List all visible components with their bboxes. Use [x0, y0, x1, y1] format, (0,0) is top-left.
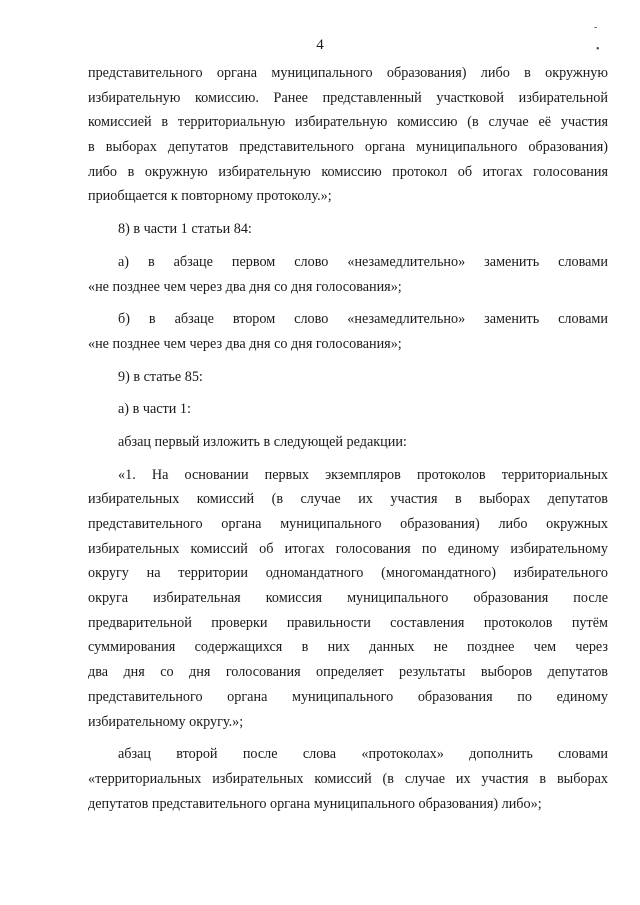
text-line: комиссией в территориальную избирательную комиссию (в случае её участия: [88, 114, 608, 131]
text-line: абзац второй после слова «протоколах» дополнить словами: [118, 746, 608, 763]
text-line: два дня со дня голосования определяет результаты выборов депутатов: [88, 664, 608, 681]
text-line: либо в окружную избирательную комиссию протокол об итогах голосования: [88, 163, 608, 180]
clause-heading: а) в части 1:: [118, 401, 191, 418]
text-line: «территориальных избирательных комиссий (в случае их участия в выборах: [88, 770, 608, 787]
text-line: «не позднее чем через два дня со дня голосования»;: [88, 278, 402, 295]
text-line: «1. На основании первых экземпляров протоколов территориальных: [118, 466, 608, 483]
text-line: приобщается к повторному протоколу.»;: [88, 188, 332, 205]
text-line: представительного органа муниципального образования) либо в окружную: [88, 65, 608, 81]
text-line: а) в абзаце первом слово «незамедлительно» заменить словами: [118, 253, 608, 270]
text-line: абзац первый изложить в следующей редакции:: [118, 433, 407, 450]
text-line: суммирования содержащихся в них данных не позднее чем через: [88, 639, 608, 656]
text-line: избирательную комиссию. Ранее представленный участковой избирательной: [88, 89, 608, 106]
document-body: [88, 61, 608, 816]
text-line: предварительной проверки правильности составления протоколов путём: [88, 614, 608, 631]
text-line: избирательных комиссий об итогах голосования по единому избирательному: [88, 540, 608, 557]
text-line: округа избирательная комиссия муниципального образования после: [88, 590, 608, 607]
text-line: избирательному округу.»;: [88, 713, 244, 730]
clause-heading: 9) в статье 85:: [118, 368, 203, 385]
page-number: 4: [316, 37, 324, 53]
text-line: округу на территории одномандатного (многомандатного) избирательного: [88, 565, 608, 582]
text-line: представительного органа муниципального образования по единому: [88, 688, 608, 705]
corner-mark: -: [594, 22, 598, 33]
text-line: депутатов представительного органа муниципального образования) либо»;: [88, 795, 542, 812]
text-line: «не позднее чем через два дня со дня голосования»;: [88, 335, 402, 352]
text-line: б) в абзаце втором слово «незамедлительно» заменить словами: [118, 311, 608, 328]
clause-heading: 8) в части 1 статьи 84:: [118, 221, 252, 238]
text-line: в выборах депутатов представительного органа муниципального образования): [88, 139, 608, 156]
text-line: представительного органа муниципального образования) либо окружных: [88, 516, 608, 532]
text-line: избирательных комиссий (в случае их участия в выборах депутатов: [88, 491, 608, 508]
corner-mark: •: [596, 44, 600, 55]
